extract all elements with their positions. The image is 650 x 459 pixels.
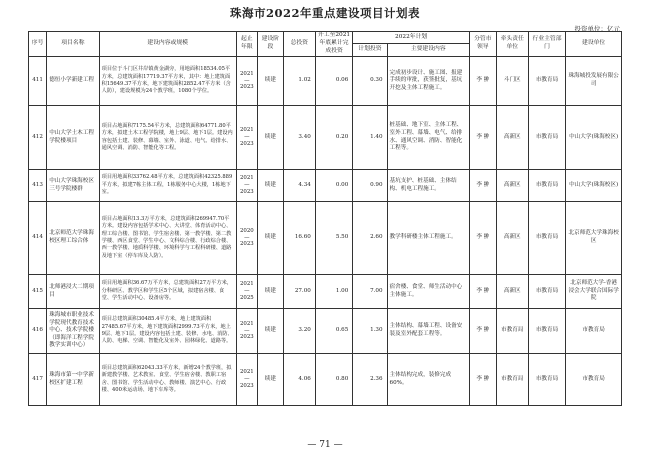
row-owner: 珠海城投发展有限公司 <box>566 57 622 106</box>
header-seq: 序号 <box>29 32 47 57</box>
page-title: 珠海市2022年重点建设项目计划表 <box>229 6 420 20</box>
unit-label: 投资单位：亿元 <box>574 25 620 33</box>
row-name: 德恒小学新建工程 <box>47 57 99 106</box>
row-cumulative: 1.00 <box>315 275 352 309</box>
row-cumulative: 5.50 <box>315 202 352 275</box>
row-scale: 项目位于斗门区井岸镇黄金湖旁，用地面积18534.05平方米，总建筑面积17719.37平方米，其中：地上建筑面积15649.37平方米，地下建筑面积2852.47平方米（含人防），建设规模为24个教学班，1080个学位。 <box>99 57 236 106</box>
row-plan-content: 主体结构完成，装修完成60%。 <box>387 354 469 406</box>
row-leader: 李 翀 <box>469 170 496 202</box>
row-plan-content: 基坑支护、桩基础、主体结构、机电工程施工。 <box>387 170 469 202</box>
row-plan-content: 教学科研楼主体工程施工。 <box>387 202 469 275</box>
row-plan-content: 宿舍楼、食堂、师生活动中心主体施工。 <box>387 275 469 309</box>
header-row-1 <box>29 32 622 44</box>
row-seq: 411 <box>29 57 47 106</box>
row-period: 2020—2023 <box>236 202 257 275</box>
row-dept: 市教育局 <box>528 275 565 309</box>
row-lead-unit: 市教育局 <box>496 354 528 406</box>
row-dept: 市教育局 <box>528 57 565 106</box>
row-name: 中山大学珠海校区三号学院楼群 <box>47 170 99 202</box>
row-owner: 市教育局 <box>566 309 622 354</box>
row-scale: 项目总建筑面积30485.4平方米，地上建筑面积27485.67平方米，地下建筑面积2999.73平方米，地上9层、地下1层。建设内容包括土建、装修、水电、消防、人防、电梯、空调、智能化及室外、园林绿化、道路等。 <box>99 309 236 354</box>
table-row <box>29 275 622 309</box>
row-cumulative: 0.00 <box>315 170 352 202</box>
project-table <box>28 31 622 406</box>
header-plan-content: 主要建设内容 <box>387 44 469 57</box>
row-plan-invest: 7.00 <box>353 275 387 309</box>
row-dept: 市教育局 <box>528 170 565 202</box>
row-total: 3.20 <box>283 309 315 354</box>
row-total: 1.02 <box>283 57 315 106</box>
header-total: 总投资 <box>283 32 315 57</box>
header-plan-invest: 计划投资 <box>353 44 387 57</box>
row-stage: 续建 <box>258 202 284 275</box>
row-plan-invest: 0.90 <box>353 170 387 202</box>
row-total: 4.34 <box>283 170 315 202</box>
header-owner: 建设单位 <box>566 32 622 57</box>
table-row <box>29 202 622 275</box>
row-period: 2021—2025 <box>236 275 257 309</box>
header-period: 起止年限 <box>236 32 257 57</box>
page-number: — 71 — <box>307 440 343 450</box>
row-seq: 413 <box>29 170 47 202</box>
row-cumulative: 0.06 <box>315 57 352 106</box>
header-plan-group: 2022年计划 <box>353 32 470 44</box>
row-scale: 项目占地面积7175.54平方米，总建筑面积64771.80平方米，拟建土木工程学院楼，地上9层、地下1层。建设内容包括土建、装修、幕墙、室外、泳道、电气、给排水、通风空调、消防、智能化等工程。 <box>99 106 236 170</box>
table-row <box>29 106 622 170</box>
row-owner: 市教育局 <box>566 354 622 406</box>
header-cumulative: 开工至2021年底累计完成投资 <box>315 32 352 57</box>
row-name: 北师港浸大二期项目 <box>47 275 99 309</box>
row-total: 27.00 <box>283 275 315 309</box>
row-stage: 续建 <box>258 275 284 309</box>
table-row <box>29 354 622 406</box>
row-stage: 续建 <box>258 309 284 354</box>
row-plan-content: 完成初步设计、施工图、报建手续的审批，获签批复，基坑开挖及主体工程施工。 <box>387 57 469 106</box>
row-leader: 李 翀 <box>469 202 496 275</box>
header-lead-unit: 牵头责任单位 <box>496 32 528 57</box>
row-name: 中山大学土木工程学院楼项目 <box>47 106 99 170</box>
row-lead-unit: 高新区 <box>496 202 528 275</box>
row-seq: 415 <box>29 275 47 309</box>
row-period: 2021—2023 <box>236 170 257 202</box>
row-leader: 李 翀 <box>469 354 496 406</box>
row-stage: 续建 <box>258 170 284 202</box>
header-scale: 建设内容或规模 <box>99 32 236 57</box>
header-leader: 分管市领导 <box>469 32 496 57</box>
row-scale: 项目用地面积36.67万平方米，总建筑面积27万平方米，分科研区、教学区和学生区5个区域，拟建宿舍楼、食堂、学生活动中心、设备房等。 <box>99 275 236 309</box>
row-period: 2021—2023 <box>236 354 257 406</box>
row-dept: 市教育局 <box>528 106 565 170</box>
table-row <box>29 57 622 106</box>
row-dept: 市教育局 <box>528 354 565 406</box>
row-dept: 市教育局 <box>528 202 565 275</box>
row-cumulative: 0.20 <box>315 106 352 170</box>
row-name: 珠海城市职业技术学院现代教育技术中心、技术学院楼（即海洋工程学院教学实训中心） <box>47 309 99 354</box>
row-lead-unit: 高新区 <box>496 106 528 170</box>
row-plan-invest: 1.30 <box>353 309 387 354</box>
row-owner: 北京师范大学珠海校区 <box>566 202 622 275</box>
row-lead-unit: 高新区 <box>496 170 528 202</box>
row-period: 2021—2023 <box>236 106 257 170</box>
row-plan-invest: 2.36 <box>353 354 387 406</box>
row-period: 2021—2023 <box>236 57 257 106</box>
row-plan-invest: 2.60 <box>353 202 387 275</box>
row-total: 16.60 <box>283 202 315 275</box>
row-owner: 北京师范大学-香港浸会大学联合国际学院 <box>566 275 622 309</box>
row-plan-content: 桩基础、地下室、主体工程、室外工程、幕墙、电气、给排水、通风空调、消防、智能化工程等。 <box>387 106 469 170</box>
table-row <box>29 170 622 202</box>
table-row <box>29 309 622 354</box>
row-lead-unit: 市教育局 <box>496 309 528 354</box>
header-stage: 建设阶段 <box>258 32 284 57</box>
header-dept: 行业主管部门 <box>528 32 565 57</box>
row-scale: 项目占地面积13.3万平方米，总建筑面积269947.70平方米。建设内容包括学术中心、大讲堂、体育活动中心、理工综合楼、图书馆、学生宿舍楼、第一教学楼、第二教学楼、西区食堂、学生中心、文科综合楼、行政综合楼、西一教学楼、地质科学楼、环境科学与工程科研楼、道路及地下室（停车库及人防）。 <box>99 202 236 275</box>
row-total: 3.40 <box>283 106 315 170</box>
row-cumulative: 0.65 <box>315 309 352 354</box>
row-leader: 李 翀 <box>469 57 496 106</box>
row-seq: 414 <box>29 202 47 275</box>
row-dept: 市教育局 <box>528 309 565 354</box>
row-scale: 项目用地面积33762.48平方米，总建筑面积42325.889平方米，拟建7栋主体工程，1栋服务中心大楼，1栋地下室。 <box>99 170 236 202</box>
row-name: 珠海市第一中学新校区扩建工程 <box>47 354 99 406</box>
row-leader: 李 翀 <box>469 106 496 170</box>
row-leader: 李 翀 <box>469 309 496 354</box>
row-stage: 续建 <box>258 106 284 170</box>
row-leader: 李 翀 <box>469 275 496 309</box>
header-name: 项目名称 <box>47 32 99 57</box>
row-lead-unit: 斗门区 <box>496 57 528 106</box>
row-plan-invest: 0.30 <box>353 57 387 106</box>
row-owner: 中山大学(珠海校区) <box>566 106 622 170</box>
row-plan-invest: 1.40 <box>353 106 387 170</box>
row-owner: 中山大学(珠海校区) <box>566 170 622 202</box>
row-lead-unit: 高新区 <box>496 275 528 309</box>
row-seq: 412 <box>29 106 47 170</box>
row-seq: 416 <box>29 309 47 354</box>
row-stage: 续建 <box>258 354 284 406</box>
row-seq: 417 <box>29 354 47 406</box>
row-cumulative: 0.80 <box>315 354 352 406</box>
row-total: 4.06 <box>283 354 315 406</box>
row-scale: 项目总建筑面积62043.33平方米，新增24个教学班，拟新建教学楼、艺术教室、食堂、学生宿舍楼、教职工宿舍、图书馆、学生活动中心、教师楼、演艺中心、行政楼、400米运动场、地下车库等。 <box>99 354 236 406</box>
row-period: 2021—2023 <box>236 309 257 354</box>
row-name: 北京师范大学珠海校区理工综合体 <box>47 202 99 275</box>
row-stage: 续建 <box>258 57 284 106</box>
row-plan-content: 主体结构、幕墙工程、设备安装及室外配套工程等。 <box>387 309 469 354</box>
